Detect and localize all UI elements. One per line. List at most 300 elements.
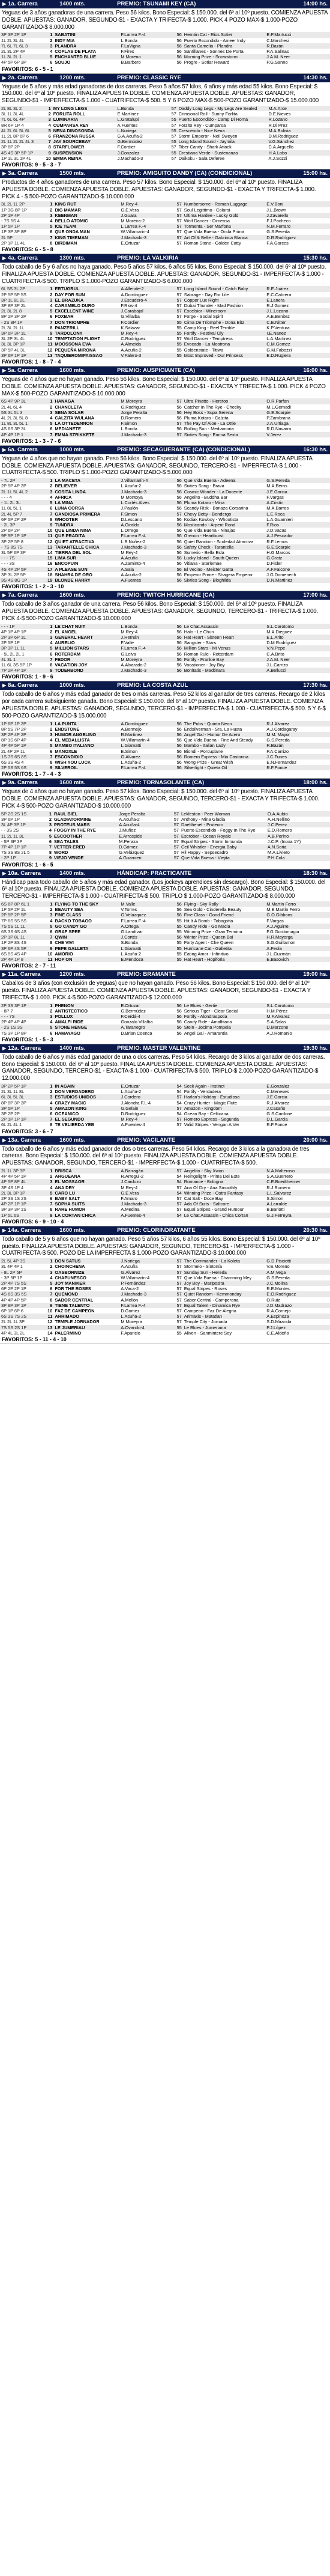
horse-name: TARANTELLE CHICA (53, 544, 119, 550)
horse-name: ESTUDIOS UNIDOS (53, 1094, 119, 1100)
race-number: 3a. Carrera (8, 170, 38, 177)
horse-name: CARAMELO DURO (55, 303, 95, 309)
post-number: 2 (49, 816, 52, 822)
trainer: A.Larralde (265, 1201, 330, 1207)
post-number: 3 (44, 410, 53, 415)
jockey: W.Villamarín-4 (121, 737, 150, 743)
breeding: Safety Check - Tarantella (183, 544, 266, 550)
weight: 57 (169, 201, 183, 207)
horse-name: AURELIO (55, 640, 75, 646)
record: 3L 5P 6P 3P (1, 549, 26, 555)
horse-name: HUMOR ANGELINO (53, 732, 119, 737)
post-number: 2 (50, 1008, 53, 1014)
trainer: R.J.Alvarez (265, 721, 330, 726)
jockey: L.Giamatti (119, 743, 169, 748)
jockey: L.Noriega (116, 128, 164, 133)
breeding: Forzito Rey - Cumparsa (178, 122, 226, 128)
post-number: 1 (44, 286, 53, 291)
horse-name: DON VERDADERO (55, 1089, 95, 1095)
jockey: M.Moreyra (121, 1319, 142, 1325)
weight: 57 (176, 303, 182, 309)
breeding: Sea Gold - Cinderella Beauty (184, 907, 242, 913)
post-number: 1 (44, 721, 53, 726)
breeding: Santillanes - Sonnes De Porta (184, 49, 244, 54)
jockey: D.Brian Coenca (121, 1030, 152, 1036)
horse-name: ESCONDIDIO (53, 754, 119, 760)
trainer: L.A.Guarnieri (266, 516, 293, 522)
table-row (0, 347, 330, 353)
arrow-right-icon: ▶ (2, 780, 7, 786)
record: 7P 2P 4P 1P (0, 668, 44, 673)
jockey: L.Orrego (121, 528, 139, 534)
trainer: N.M.Ferraro (265, 224, 330, 229)
jockey: Jorge Peralta (119, 410, 169, 415)
race-number: 10a. Carrera (8, 869, 41, 877)
horse-name: GENERAL HEART (53, 635, 119, 640)
breeding: Daikoku - Sala Deferee (178, 155, 225, 161)
weight: 56 (169, 901, 183, 907)
horse-name: STONE HENGE (53, 1025, 119, 1030)
table-row (0, 32, 330, 37)
record: 1P 5L 6S (0, 1213, 44, 1218)
record: 2P 4P 1P 8 (0, 957, 44, 962)
horse-name: DON SATUS (53, 1258, 119, 1264)
weight: 57 (169, 398, 183, 404)
race-conditions: Yeguas de 4 años que no hayan ganado. Peso 56 kilos. Bono Especial: $ 150.000. del 6º al 10º puesto. FINALIZA APUESTA DOBLE. COMIENZA APUESTA DOBLE. APUESTAS: GANADOR, SEGUNDO-$1 - EXACTA Y TRIFECTA-$ 1.000. PICK 4 POZO MAX-$ 500-POZO GARANTIZADO-$ 10.000.000 (2, 376, 326, 397)
breeding: Catcher In The Rye - Cheeky (184, 404, 242, 410)
trainer: I.E.Nanez (265, 330, 330, 336)
horse-name: ARGUEANA (55, 1174, 81, 1180)
table-row (0, 426, 330, 431)
race-block (0, 779, 330, 869)
trainer: F.Vargas (266, 918, 284, 924)
trainer: G.Gratz (265, 555, 330, 561)
post-number: 6 (50, 314, 53, 320)
race-distance: 1600 mts. (59, 1226, 86, 1234)
table-row (0, 1003, 330, 1008)
post-number: 1 (44, 901, 53, 907)
record: - 8L 2P 5P (0, 1270, 44, 1275)
trainer: M.A.Berns (266, 483, 287, 489)
table-row (0, 1179, 330, 1184)
jockey: A.Acuña-2 (121, 571, 142, 577)
trainer: A.Feola (265, 946, 330, 951)
post-number: 1 (43, 106, 52, 111)
weight: 55 (169, 353, 183, 358)
trainer: A.N.Soria (266, 844, 330, 850)
table-row (0, 297, 330, 303)
trainer: G.E.Scarpie (265, 544, 330, 550)
race-header (0, 169, 330, 178)
post-number: 6 (50, 426, 53, 432)
post-number: 11 (44, 341, 53, 347)
trainer: R.J.Gomez (266, 303, 289, 309)
race-block (0, 74, 330, 169)
table-row (0, 645, 330, 651)
post-number: 9 (44, 1213, 53, 1218)
weight: 55 (169, 924, 183, 929)
race-distance: 1500 mts. (59, 170, 86, 177)
entries-table (0, 478, 330, 583)
record: 6S 4P 9P 3L (0, 398, 44, 404)
record: 4P 2P 1P 1P (0, 1201, 44, 1207)
table-row (0, 850, 330, 855)
jockey: A.Fuentes (117, 122, 138, 128)
post-number: 3 (44, 213, 53, 218)
race-distance: 1300 mts. (59, 255, 86, 262)
record: 2L 4L 5P 7 (0, 511, 44, 517)
breeding: Seek Again - Instinct (183, 1083, 266, 1089)
trainer: D.N.Martinez (265, 577, 330, 583)
jockey: F.Simon (119, 511, 169, 517)
weight: 54 (176, 1100, 182, 1106)
trainer: G.S.Pereda (266, 229, 290, 235)
race-block (0, 1044, 330, 1136)
race-conditions: Yeguas de 4 años que no hayan ganado. Peso 56 kilos. Bono Especial: $ 150.000. del 6º al 10º puesto. FINALIZA APUESTA DOBLE. COMIENZA APUESTA DOBLE. APUESTAS: GANADOR, SEGUNDO, TERCERO-$1 - IMPERFECTA-$ 1.000 - CUATRIFECTA-$ 500. TRIPLO $ 1.000-POZO GARANTIZADO-$ 5.000.000 (2, 455, 313, 477)
record: 2P 3S 1S 2S (1, 1196, 27, 1202)
race-prize: PREMIO: VACILANTE (117, 1136, 176, 1143)
breeding: Campeon - Faz De Alegria (184, 1308, 236, 1314)
post-number: 8 (48, 144, 51, 150)
post-number: 1 (44, 1083, 53, 1089)
trainer: D.Marzone (265, 1025, 330, 1030)
weight: 56 (169, 657, 183, 662)
post-number: 3 (44, 912, 53, 918)
record: - - - 7S (0, 555, 44, 561)
table-row (0, 657, 330, 662)
breeding: Aliven - Sanmintere Soy (184, 1330, 232, 1336)
trainer: J.L.Guzmán (266, 951, 291, 957)
breeding: Million Stars - Mi Venus (183, 645, 266, 651)
post-number: 6 (50, 1030, 53, 1036)
jockey: J.Machado-3 (117, 155, 143, 161)
jockey: E.Mendoza (119, 957, 169, 962)
weight: 57 (169, 297, 183, 303)
trainer: R.A.Cornejo (266, 1308, 291, 1314)
trainer: J.L.Carrizo (266, 662, 288, 668)
jockey: A.Zaminto-4 (121, 561, 145, 567)
race-conditions: Todo caballo de 3 años ganador de una carrera. Peso 56 kilos. Bono Especial: $ 150.000. del 6º al 10º puesto. FINALIZA APUESTA DOBLE. COMIENZA APUESTA DOBLE. APUESTAS: GANADOR, SEGUNDO, TERCERO-$1 - TRIFECTA-$ 1.000. PICK 4-$ 500-POZO GARANTIZADO-$ 10.000.000 (2, 601, 319, 622)
race-prize: PREMIO: CLASSIC RYE (117, 74, 181, 81)
breeding: Copper Lux Right (183, 297, 266, 303)
record: 3P 8P 3P 2L (1, 303, 26, 309)
record: 4L 2L 3L 5L 8 (1, 415, 28, 421)
record: 6S 3S 7S 2S (0, 1314, 44, 1319)
breeding: Sabor Central - Camperona (184, 1297, 239, 1303)
jockey: C.Rodríguez (121, 336, 146, 342)
post-number: 13 (44, 544, 53, 550)
race-distance: 1400 mts. (59, 869, 86, 877)
horse-name: DAY FOR SUN (55, 291, 85, 297)
record: 3P 8P 3P 1P (0, 1303, 44, 1308)
post-number: 5 (43, 128, 52, 133)
post-number: 10 (47, 336, 53, 342)
post-number: 2 (50, 726, 53, 732)
breeding: Quiet Random - Kemmonday (183, 1291, 266, 1297)
race-block (0, 869, 330, 971)
entries-table (0, 201, 330, 246)
trainer: F.Rios (265, 522, 330, 528)
weight: 57 (166, 833, 180, 839)
record: 4P 4P 1P 1 (0, 432, 44, 437)
breeding: Forge - Social Spirit (184, 314, 223, 320)
post-number: 5 (44, 224, 53, 229)
trainer: R.E.Montes (266, 1286, 290, 1292)
breeding: Cima De Triomphe - Dona Bitz (183, 320, 266, 325)
jockey: D.Rodríguez (121, 1111, 146, 1117)
jockey: M.Moreyra (119, 657, 169, 662)
post-number: 11 (44, 957, 53, 962)
table-row (0, 918, 330, 924)
breeding: Halo - Le Chun (184, 629, 214, 635)
post-number: 4 (48, 122, 51, 128)
breeding: Ocean Bay - Celticana (184, 1111, 229, 1117)
breeding: Candy Ride - Amalfitana (184, 1019, 232, 1025)
race-number: 1a. Carrera (8, 1, 38, 7)
jockey: A.Almeida (119, 341, 169, 347)
breeding: Equal Talent - Dinamica Rye (183, 1303, 266, 1308)
jockey: V.Falero-3 (119, 353, 169, 358)
horse-name: QUIET ATRACTIVA (55, 538, 95, 544)
record: 2P 5P 2P 5P (0, 912, 44, 918)
horse-name: VETTER ERED (53, 844, 118, 850)
trainer: J.G.Domenech (266, 571, 296, 577)
arrow-right-icon: ▶ (2, 255, 7, 261)
table-row (0, 139, 330, 144)
table-row (0, 330, 330, 336)
trainer: G.S.Cardone (266, 1111, 293, 1117)
trainer: C.A.Brito (266, 651, 284, 657)
table-row (0, 726, 330, 732)
record: - 5L 2L 2L 1 (1, 651, 25, 657)
table-row (0, 421, 330, 426)
trainer: S.L.Carotomo (265, 1003, 330, 1008)
race-conditions: Todo caballo de 5 y 6 años no haya ganado. Peso 5 años 57 kilos, 6 años 55 kilos. Bono Especial: $ 150.000. del 6º al 10º puesto. FINALIZA APUESTA DOBLE. COMIENZA APUESTA DOBLE. APUESTAS: GANADOR, SEGUNDO-$1 - IMPERFECTA-$ 1.000 - CUATRIFECTA-$ 500. TRIPLO $ 1.000-POZO GARANTIZADO-$ 6.000.000 (2, 264, 326, 285)
table-row (0, 924, 330, 929)
breeding: Roman Rule - Rotterdam (184, 651, 233, 657)
weight: 57 (169, 1258, 183, 1264)
weight: 56 (176, 651, 182, 657)
post-number: 1 (44, 1258, 53, 1264)
horse-name: PROTEUS MARS (53, 822, 118, 827)
post-number: 7 (44, 657, 53, 662)
horse-name: JAY SOURCEBAY (52, 139, 116, 144)
weight: 55 (169, 320, 183, 325)
table-row (0, 1319, 330, 1324)
entries-table (0, 1003, 330, 1036)
jockey: G.Alvarez (119, 1270, 169, 1275)
weight: 57 (176, 1319, 182, 1325)
race-conditions: Hándicap para todo caballo de 5 años y más edad ganador. (Los jockeys aprendices sin descargo). Bono Especial: $ 150.000. del 6º al 10º puesto. FINALIZA APUESTA DOBLE. COMIENZA APUESTA DOBLE. APUESTAS: GANADOR, SEGUNDO, TERCERO-$1 - IMPERFECTA-$ 1.000 - CUATRIFECTA-$ 500. TRIPLO $ 1.000-POZO GARANTIZADO-$ 8.000.000 (2, 878, 326, 900)
record: 2L 3L 1L 8L (1, 1089, 25, 1095)
record: 4P 4P 4P 5P (1, 1297, 26, 1303)
post-number: 8 (50, 1297, 53, 1303)
horse-name: FOXBAR (55, 314, 74, 320)
race-prize: PREMIO: LA COSTA AZUL (117, 682, 188, 689)
horse-name: CHE VIVI (55, 940, 74, 946)
record: 3P 4S 1P 4 (1, 1184, 24, 1190)
horse-name: LA PUNTA (53, 721, 119, 726)
favorites: FAVORITOS: 5 - 11 - 4 - 10 (0, 1336, 330, 1344)
trainer: V.E.Moreno (266, 1264, 290, 1270)
breeding: Valid Stripes - Vengan A Ver (184, 1122, 239, 1128)
weight: 57 (169, 286, 183, 291)
record: 3P 2P 5P 1P (0, 1083, 44, 1089)
table-row (0, 635, 330, 640)
jockey: J.Cordero (119, 1094, 169, 1100)
weight: 57 (169, 1201, 183, 1207)
post-number: 4 (50, 303, 53, 309)
horse-name: EMMA REINA (53, 155, 82, 161)
breeding: Crestiana Verde - Sustenanza (178, 150, 268, 156)
post-number: 5 (44, 308, 53, 314)
post-number: 4 (50, 494, 53, 500)
entries-table (0, 811, 330, 861)
jockey: D.Romero (121, 415, 142, 421)
arrow-right-icon: ▶ (2, 368, 7, 374)
record: 2P 1P 8L 1L (0, 934, 44, 940)
trainer: P.H.Cola (266, 855, 330, 860)
weight: 56 (169, 478, 183, 483)
record: - 2P 1P (0, 855, 43, 860)
race-number: 14a. Carrera (8, 1226, 41, 1234)
trainer: A.J.Cordagaray (266, 726, 298, 732)
record: 1S 7S 6S 8S (0, 754, 44, 760)
table-row (0, 123, 330, 128)
table-row (0, 1308, 330, 1314)
table-row (0, 912, 330, 918)
entries-table (0, 1168, 330, 1218)
horse-name: EMMA STRIKKETE (53, 432, 119, 437)
weight: 56 (169, 754, 183, 760)
weight: 57 (169, 1270, 183, 1275)
table-row (0, 754, 330, 760)
jockey: D.Gomez (121, 1308, 140, 1314)
table-row (0, 951, 330, 957)
horse-name: BIG MAMAR (55, 207, 81, 213)
post-number: 7 (44, 511, 53, 517)
trainer: A.H.Nellino (267, 816, 290, 822)
table-row (0, 303, 330, 308)
weight: 56 (176, 505, 182, 511)
breeding: Cat Salt - Doce Bay (184, 1196, 223, 1202)
record: 4L 2L 6L 5L 6L (0, 128, 43, 133)
record: 2L 3L 2L 1L (1, 324, 25, 330)
horse-name: LA MINA (53, 500, 119, 505)
table-row (0, 286, 330, 291)
record: 3P 2P 2P (1, 1111, 20, 1117)
breeding: Storm Emperor - Neil Sweyen (178, 133, 238, 139)
breeding: Quiet Random - Scoledad Atractiva (184, 538, 254, 544)
trainer: M.A.Barros (266, 505, 289, 511)
jockey: L.Cortés Alves (119, 500, 169, 505)
breeding: Fortify - Festival Oly (183, 330, 266, 336)
table-row (0, 522, 330, 528)
entries-table (0, 32, 330, 65)
horse-name: A PLEASE SUN (53, 567, 119, 572)
breeding: Kodiak Kowboy - Whootista (184, 516, 239, 522)
trainer: C.A.Arguello (268, 144, 293, 150)
table-row (0, 827, 330, 833)
table-row (0, 539, 330, 544)
trainer: C.Marchesi (266, 37, 289, 43)
jockey: F.Larrea F.-4 (121, 918, 146, 924)
breeding: Scandy Risk - Bonaza Corsarina (184, 505, 248, 511)
horse-name: WHOOTER (55, 516, 78, 522)
jockey: J.Escudero-4 (119, 297, 169, 303)
table-row (0, 495, 330, 500)
table-row (0, 106, 330, 111)
record: 3P 3P 3P 1S (1, 1207, 26, 1213)
table-row (0, 398, 330, 404)
horse-name: SOUJO (55, 59, 71, 65)
trainer: J.Casaño (265, 1106, 330, 1111)
jockey: L.Bonda (116, 106, 164, 111)
weight: 57 (169, 1106, 183, 1111)
post-number: 3 (44, 43, 53, 49)
record: - 2S 1S 3S (0, 1025, 44, 1030)
horse-name: MAMBO ITALIANO (53, 743, 119, 748)
record: 2L 2L 1L 3P (1, 1319, 25, 1325)
jockey: A.Alvarado-2 (121, 662, 147, 668)
jockey: S.Bonda (121, 940, 138, 946)
jockey: L.B.Nuñez-2 (121, 538, 146, 544)
race-block (0, 1226, 330, 1344)
horse-name: ARRIMADO (53, 1314, 119, 1319)
breeding: Hat Heart - Sixteen Heart (183, 635, 266, 640)
horse-name: ANA DRY (55, 1184, 75, 1190)
record: 3P 1L 8L 2L (0, 297, 44, 303)
horse-name: EL MOSSAOR (53, 1179, 119, 1184)
weight: 57 (169, 235, 183, 240)
jockey: M.Rey-4 (121, 629, 138, 635)
trainer: J.C.Perez (266, 822, 330, 827)
breeding: Evocado - La Mostrona (183, 341, 266, 347)
record: 7P 4P 1P 1P (0, 844, 43, 850)
breeding: Forty Agent - Che Queen (184, 940, 233, 946)
record: - 3P 5P 1P (1, 1274, 23, 1280)
table-row (0, 1291, 330, 1297)
horse-name: ANTISTECTICO (55, 1008, 88, 1014)
trainer: J.Zavarello (265, 213, 330, 218)
weight: 56 (176, 748, 182, 754)
jockey: G.A.Acuña-2 (117, 133, 143, 139)
horse-name: LUNA CORSA (55, 505, 85, 511)
jockey: L.Acuña-2 (121, 951, 142, 957)
table-row (0, 743, 330, 748)
horse-name: PEPE GALLETA (53, 946, 119, 951)
horse-name: ERTUGRUL (53, 286, 119, 291)
jockey: L.Giamatti (119, 946, 169, 951)
table-row (0, 550, 330, 555)
race-conditions: Yeguas de 4 años que no hayan ganado. Peso 57 kilos. Bono Especial: $ 150.000. del 6º al 10º puesto. FINALIZA APUESTA DOBLE. COMIENZA APUESTA DOBLE. APUESTAS: GANADOR, SEGUNDO, TERCERO-$1 - EXACTA Y TRIFECTA-$ 1.000. PICK 4-$ 500-POZO GARANTIZADO-$ 10.000.000 (2, 788, 320, 809)
table-row (0, 1190, 330, 1196)
weight: 56 (169, 500, 183, 505)
breeding: Vitiana - Starlemae (184, 561, 222, 567)
jockey: G.Alvarez (119, 754, 169, 760)
horse-name: FOR THE ROSES (55, 1286, 91, 1292)
table-row (0, 946, 330, 951)
jockey: G.Gelain (119, 1106, 169, 1111)
jockey: D.Lescano (121, 516, 142, 522)
jockey: G.E.Vera (119, 1190, 169, 1196)
trainer: M.M. Mayor (265, 732, 330, 737)
horse-name: CHOINCHENA (55, 1264, 85, 1270)
record: 6S 5S 4S 4P (1, 951, 27, 957)
trainer: L.E.Roca (265, 511, 330, 517)
trainer: R.E.Juárez (265, 286, 330, 291)
weight: 56 (176, 571, 182, 577)
